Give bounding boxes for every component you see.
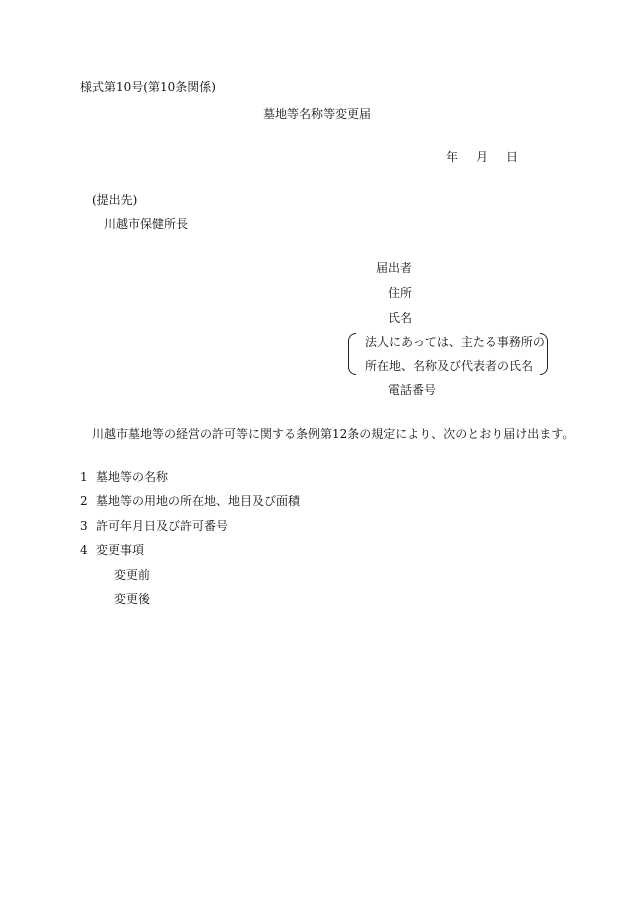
list-item <box>80 519 228 533</box>
body-statement: 川越市墓地等の経営の許可等に関する条例第12条の規定により、次のとおり届け出ます。 <box>92 427 575 441</box>
document-title: 墓地等名称等変更届 <box>263 107 372 121</box>
item-number: 3 <box>80 519 88 533</box>
date-year: 年 <box>446 150 459 164</box>
item-label: 墓地等の名称 <box>96 470 169 484</box>
submission-recipient: 川越市保健所長 <box>104 217 189 231</box>
item-label: 許可年月日及び許可番号 <box>96 519 229 533</box>
list-item <box>80 543 144 557</box>
item-label: 墓地等の用地の所在地、地目及び面積 <box>96 494 301 508</box>
change-after-label: 変更後 <box>114 592 151 606</box>
notifier-address-label: 住所 <box>388 286 413 300</box>
list-item <box>80 494 300 508</box>
notifier-phone-label: 電話番号 <box>388 383 437 397</box>
notifier-heading: 届出者 <box>376 261 413 275</box>
date-month: 月 <box>476 150 489 164</box>
item-number: 2 <box>80 494 88 508</box>
corporate-note-line1: 法人にあっては、主たる事務所の <box>365 335 545 349</box>
form-number: 様式第10号(第10条関係) <box>80 80 216 94</box>
notifier-name-label: 氏名 <box>388 311 413 325</box>
date-day: 日 <box>506 150 519 164</box>
submission-label: (提出先) <box>92 193 138 207</box>
bracket-right <box>540 333 548 375</box>
item-number: 4 <box>80 543 88 557</box>
list-item <box>80 470 168 484</box>
item-label: 変更事項 <box>96 543 145 557</box>
change-before-label: 変更前 <box>114 568 151 582</box>
corporate-note-line2: 所在地、名称及び代表者の氏名 <box>365 359 534 373</box>
item-number: 1 <box>80 470 88 484</box>
date-line <box>446 150 518 164</box>
bracket-left <box>348 333 356 375</box>
